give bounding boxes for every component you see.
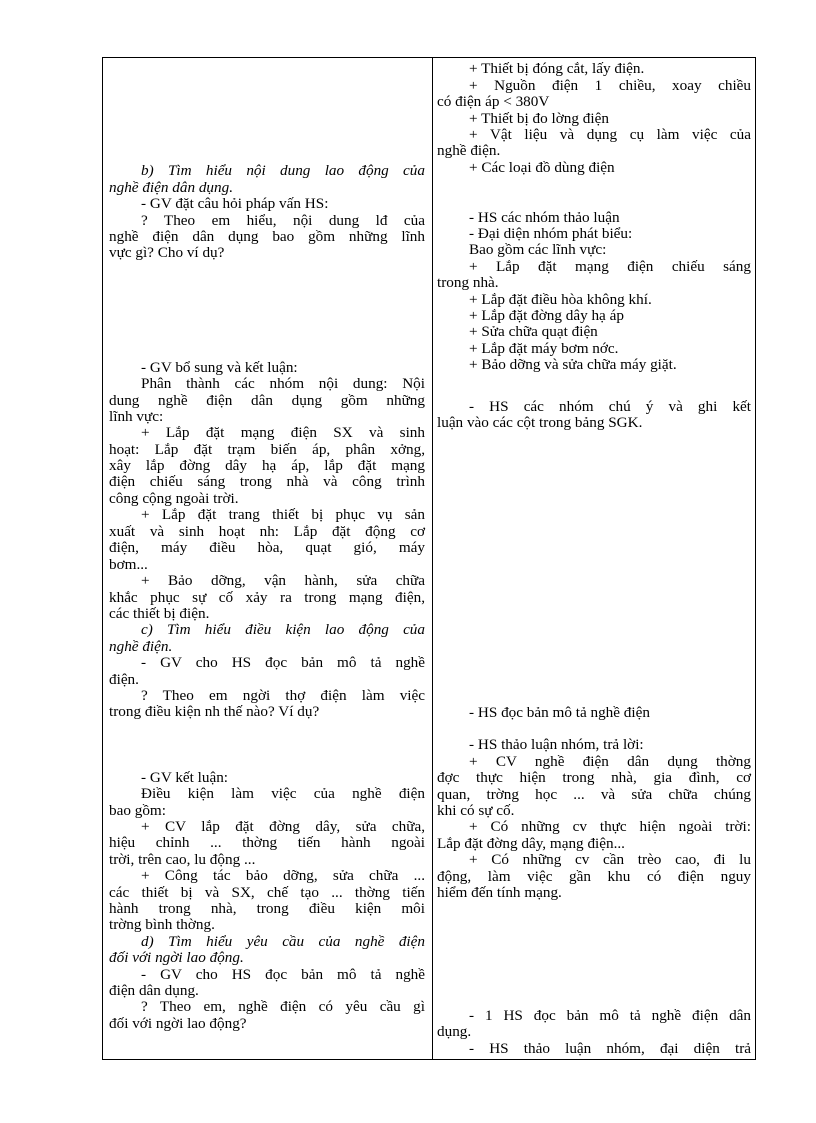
text-line: - GV bổ sung và kết luận: <box>141 359 298 376</box>
text-line: đối với ngời lao động. <box>109 949 244 966</box>
text-line: + Lắp đặt mạng điện SX và sinh <box>141 424 425 441</box>
text-line: + Nguồn điện 1 chiều, xoay chiều <box>469 77 751 94</box>
text-line: - GV kết luận: <box>141 769 229 786</box>
text-line: + Lắp đặt trang thiết bị phục vụ sản <box>141 506 425 523</box>
text-line: d) Tìm hiểu yêu cầu của nghề điện <box>141 933 425 950</box>
text-line: + Có những cv cần trèo cao, đi lu <box>469 851 751 868</box>
text-line: + Vật liệu và dụng cụ làm việc của <box>469 126 751 143</box>
text-line: quan, trờng học ... và sửa chữa chúng <box>437 786 751 803</box>
text-line: các thiết bị và SX, chế tạo ... thờng tiến <box>109 884 425 901</box>
text-line: khi có sự cố. <box>437 802 515 819</box>
text-line: điện dân dụng. <box>109 982 199 999</box>
text-line: dung nghề điện dân dụng gồm những <box>109 392 425 409</box>
text-line: + Công tác bảo dỡng, sửa chữa ... <box>141 867 425 884</box>
text-line: trời, trên cao, lu động ... <box>109 851 256 868</box>
text-line: - HS thảo luận nhóm, đại diện trả <box>469 1040 751 1057</box>
text-line: ? Theo em, nghề điện có yêu cầu gì <box>141 998 425 1015</box>
text-line: bao gồm: <box>109 802 166 819</box>
text-line: + Sửa chữa quạt điện <box>469 323 598 340</box>
text-line: đối với ngời lao động? <box>109 1015 247 1032</box>
text-line: nghề điện dân dụng bao gồm những lĩnh <box>109 228 425 245</box>
text-line: đợc thực hiện trong nhà, gia đình, cơ <box>437 769 751 786</box>
text-line: nghề điện dân dụng. <box>109 179 234 196</box>
text-line: điện chiếu sáng trong nhà và công trình <box>109 473 425 490</box>
column-divider <box>432 58 433 1059</box>
text-line: hoạt: Lắp đặt trạm biến áp, phân xởng, <box>109 441 425 458</box>
text-line: lĩnh vực: <box>109 408 164 425</box>
text-line: + Thiết bị đóng cắt, lấy điện. <box>469 60 645 77</box>
text-line: + Bảo dỡng và sửa chữa máy giặt. <box>469 356 677 373</box>
text-line: - Đại diện nhóm phát biểu: <box>469 225 633 242</box>
text-line: + Lắp đặt mạng điện chiếu sáng <box>469 258 751 275</box>
text-line: khắc phục sự cố xảy ra trong mạng điện, <box>109 589 425 606</box>
text-line: - 1 HS đọc bản mô tả nghề điện dân <box>469 1007 751 1024</box>
text-line: + Lắp đặt điều hòa không khí. <box>469 291 652 308</box>
text-line: trong nhà. <box>437 274 499 291</box>
text-line: xây lắp đờng dây hạ áp, lắp đặt mạng <box>109 457 425 474</box>
text-line: + CV nghề điện dân dụng thờng <box>469 753 751 770</box>
text-line: động, làm việc gần khu có điện nguy <box>437 868 751 885</box>
text-line: hành trong nhà, trong điều kiện môi <box>109 900 425 917</box>
text-line: các thiết bị điện. <box>109 605 210 622</box>
text-line: vực gì? Cho ví dụ? <box>109 244 225 261</box>
text-line: - HS đọc bản mô tả nghề điện <box>469 704 650 721</box>
text-line: ? Theo em ngời thợ điện làm việc <box>141 687 425 704</box>
text-line: Phân thành các nhóm nội dung: Nội <box>141 375 425 392</box>
text-line: trong điều kiện nh thế nào? Ví dụ? <box>109 703 320 720</box>
text-line: bơm... <box>109 556 148 573</box>
text-line: Điều kiện làm việc của nghề điện <box>141 785 425 802</box>
text-line: công cộng ngoài trời. <box>109 490 239 507</box>
text-line: b) Tìm hiểu nội dung lao động của <box>141 162 425 179</box>
text-line: có điện áp < 380V <box>437 93 550 110</box>
text-line: c) Tìm hiểu điều kiện lao động của <box>141 621 425 638</box>
lesson-table <box>102 57 756 1060</box>
text-line: + Lắp đặt máy bơm nớc. <box>469 340 619 357</box>
text-line: ? Theo em hiểu, nội dung lđ của <box>141 212 425 229</box>
text-line: - HS các nhóm thảo luận <box>469 209 620 226</box>
text-line: điện, máy điều hòa, quạt gió, máy <box>109 539 425 556</box>
text-line: + Có những cv thực hiện ngoài trời: <box>469 818 751 835</box>
text-line: Bao gồm các lĩnh vực: <box>469 241 607 258</box>
text-line: xuất và sinh hoạt nh: Lắp đặt động cơ <box>109 523 425 540</box>
text-line: hiểm đến tính mạng. <box>437 884 562 901</box>
text-line: trờng bình thờng. <box>109 916 215 933</box>
text-line: dụng. <box>437 1023 472 1040</box>
text-line: - GV cho HS đọc bản mô tả nghề <box>141 654 425 671</box>
text-line: hiệu chỉnh ... thờng tiến hành ngoài <box>109 834 425 851</box>
text-line: nghề điện. <box>437 142 501 159</box>
text-line: - GV đặt câu hỏi pháp vấn HS: <box>141 195 329 212</box>
text-line: - HS các nhóm chú ý và ghi kết <box>469 398 751 415</box>
text-line: + Lắp đặt đờng dây hạ áp <box>469 307 624 324</box>
text-line: - HS thảo luận nhóm, trả lời: <box>469 736 644 753</box>
text-line: nghề điện. <box>109 638 173 655</box>
text-line: - GV cho HS đọc bản mô tả nghề <box>141 966 425 983</box>
text-line: + CV lắp đặt đờng dây, sửa chữa, <box>141 818 425 835</box>
text-line: điện. <box>109 671 139 688</box>
text-line: luận vào các cột trong bảng SGK. <box>437 414 643 431</box>
text-line: Lắp đặt đờng dây, mạng điện... <box>437 835 625 852</box>
text-line: + Các loại đồ dùng điện <box>469 159 615 176</box>
text-line: + Thiết bị đo lờng điện <box>469 110 609 127</box>
text-line: + Bảo dỡng, vận hành, sửa chữa <box>141 572 425 589</box>
